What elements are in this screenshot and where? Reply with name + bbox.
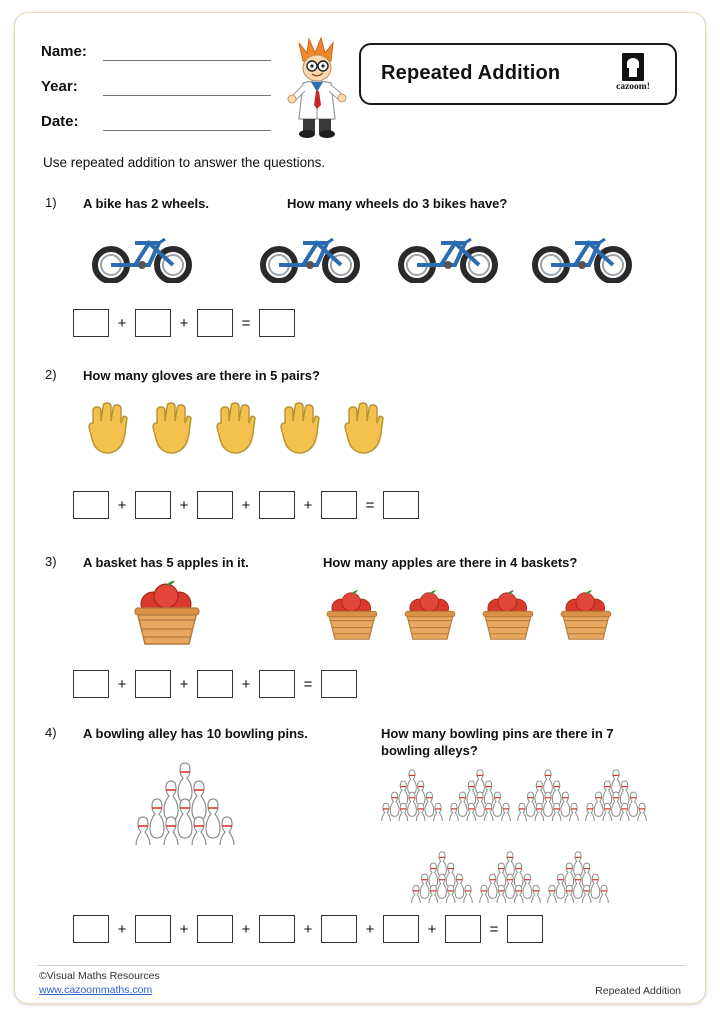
question-1-answer-row <box>73 309 295 337</box>
year-field-row <box>41 74 271 96</box>
bowling-pins-icon <box>479 849 541 903</box>
footer-left <box>39 969 160 997</box>
bicycle-icon <box>527 223 637 283</box>
glove-icon <box>277 399 321 457</box>
name-field-row <box>41 39 271 61</box>
apple-basket-icon <box>127 578 207 650</box>
website-link[interactable]: www.cazoommaths.com <box>39 984 153 996</box>
answer-box[interactable] <box>259 670 295 698</box>
bowling-pins-icon <box>381 767 443 821</box>
operator-plus: + <box>117 675 127 693</box>
operator-plus: + <box>117 920 127 938</box>
date-input-line[interactable] <box>103 115 271 131</box>
question-2-answer-row <box>73 491 419 519</box>
apple-basket-icon <box>399 586 461 646</box>
bowling-pins-icon <box>449 767 511 821</box>
cazoom-logo <box>605 53 661 99</box>
bicycle-icon <box>255 223 365 283</box>
question-4-number: 4) <box>45 725 57 740</box>
question-4-subprompt: How many bowling pins are there in 7 bowling alleys? <box>381 726 614 758</box>
bowling-pins-icon <box>585 767 647 821</box>
glove-icon <box>85 399 129 457</box>
bowling-pins-icon <box>517 767 579 821</box>
answer-box-total[interactable] <box>383 491 419 519</box>
question-2-icon-group <box>85 399 385 457</box>
apple-basket-icon <box>555 586 617 646</box>
answer-box[interactable] <box>197 670 233 698</box>
glove-icon <box>149 399 193 457</box>
question-2 <box>15 361 707 536</box>
operator-plus: + <box>241 675 251 693</box>
question-4-prompt: A bowling alley has 10 bowling pins. <box>83 726 308 741</box>
logo-mark-icon <box>622 53 644 81</box>
answer-box[interactable] <box>197 309 233 337</box>
student-info-block <box>41 39 271 144</box>
question-1-subprompt: How many wheels do 3 bikes have? <box>287 196 508 211</box>
operator-equals: = <box>365 496 375 514</box>
question-4-answer-row <box>73 915 543 943</box>
copyright-text: ©Visual Maths Resources <box>39 970 160 982</box>
question-3-number: 3) <box>45 554 57 569</box>
glove-icon <box>341 399 385 457</box>
mascot-scientist-icon <box>283 35 355 139</box>
question-2-number: 2) <box>45 367 57 382</box>
answer-box[interactable] <box>73 309 109 337</box>
question-3-prompt: A basket has 5 apples in it. <box>83 555 249 570</box>
answer-box[interactable] <box>197 491 233 519</box>
question-4-icon-group-row1 <box>381 767 647 821</box>
instruction-text: Use repeated addition to answer the questions. <box>43 155 326 170</box>
operator-plus: + <box>179 920 189 938</box>
answer-box[interactable] <box>73 915 109 943</box>
date-label: Date: <box>41 113 79 130</box>
operator-plus: + <box>303 496 313 514</box>
name-label: Name: <box>41 43 87 60</box>
answer-box[interactable] <box>321 915 357 943</box>
answer-box[interactable] <box>259 491 295 519</box>
operator-plus: + <box>427 920 437 938</box>
answer-box[interactable] <box>135 491 171 519</box>
question-1-prompt: A bike has 2 wheels. <box>83 196 209 211</box>
name-input-line[interactable] <box>103 45 271 61</box>
operator-plus: + <box>241 920 251 938</box>
answer-box[interactable] <box>321 491 357 519</box>
year-input-line[interactable] <box>103 80 271 96</box>
operator-equals: = <box>489 920 499 938</box>
answer-box[interactable] <box>135 670 171 698</box>
page-title: Repeated Addition <box>381 62 561 84</box>
answer-box-total[interactable] <box>259 309 295 337</box>
date-field-row <box>41 109 271 131</box>
operator-plus: + <box>117 314 127 332</box>
answer-box[interactable] <box>259 915 295 943</box>
operator-plus: + <box>179 675 189 693</box>
answer-box[interactable] <box>73 670 109 698</box>
question-4-icon-group-row2 <box>411 849 609 903</box>
answer-box[interactable] <box>383 915 419 943</box>
question-3-subprompt: How many apples are there in 4 baskets? <box>323 555 578 570</box>
year-label: Year: <box>41 78 78 95</box>
operator-plus: + <box>179 496 189 514</box>
question-3-icon-group <box>321 586 617 646</box>
glove-icon <box>213 399 257 457</box>
question-4 <box>15 719 707 959</box>
footer-right-label: Repeated Addition <box>595 985 681 997</box>
footer-divider <box>37 965 685 966</box>
operator-equals: = <box>303 675 313 693</box>
question-3-answer-row <box>73 670 357 698</box>
answer-box-total[interactable] <box>507 915 543 943</box>
operator-plus: + <box>117 496 127 514</box>
bowling-pins-icon <box>547 849 609 903</box>
operator-plus: + <box>303 920 313 938</box>
apple-basket-icon <box>321 586 383 646</box>
answer-box[interactable] <box>445 915 481 943</box>
bicycle-icon <box>393 223 503 283</box>
answer-box[interactable] <box>73 491 109 519</box>
bowling-pins-icon <box>135 759 235 845</box>
question-1-number: 1) <box>45 195 57 210</box>
answer-box[interactable] <box>135 915 171 943</box>
operator-plus: + <box>365 920 375 938</box>
operator-plus: + <box>241 496 251 514</box>
question-1 <box>15 191 707 351</box>
operator-plus: + <box>179 314 189 332</box>
logo-text: cazoom! <box>616 82 650 92</box>
apple-basket-icon <box>477 586 539 646</box>
answer-box[interactable] <box>135 309 171 337</box>
worksheet-page <box>14 12 706 1004</box>
question-2-prompt: How many gloves are there in 5 pairs? <box>83 368 320 383</box>
worksheet-title-box <box>359 43 677 105</box>
bowling-pins-icon <box>411 849 473 903</box>
bicycle-icon <box>87 223 197 283</box>
answer-box[interactable] <box>197 915 233 943</box>
worksheet-header <box>15 13 707 135</box>
answer-box-total[interactable] <box>321 670 357 698</box>
question-3 <box>15 548 707 718</box>
operator-equals: = <box>241 314 251 332</box>
